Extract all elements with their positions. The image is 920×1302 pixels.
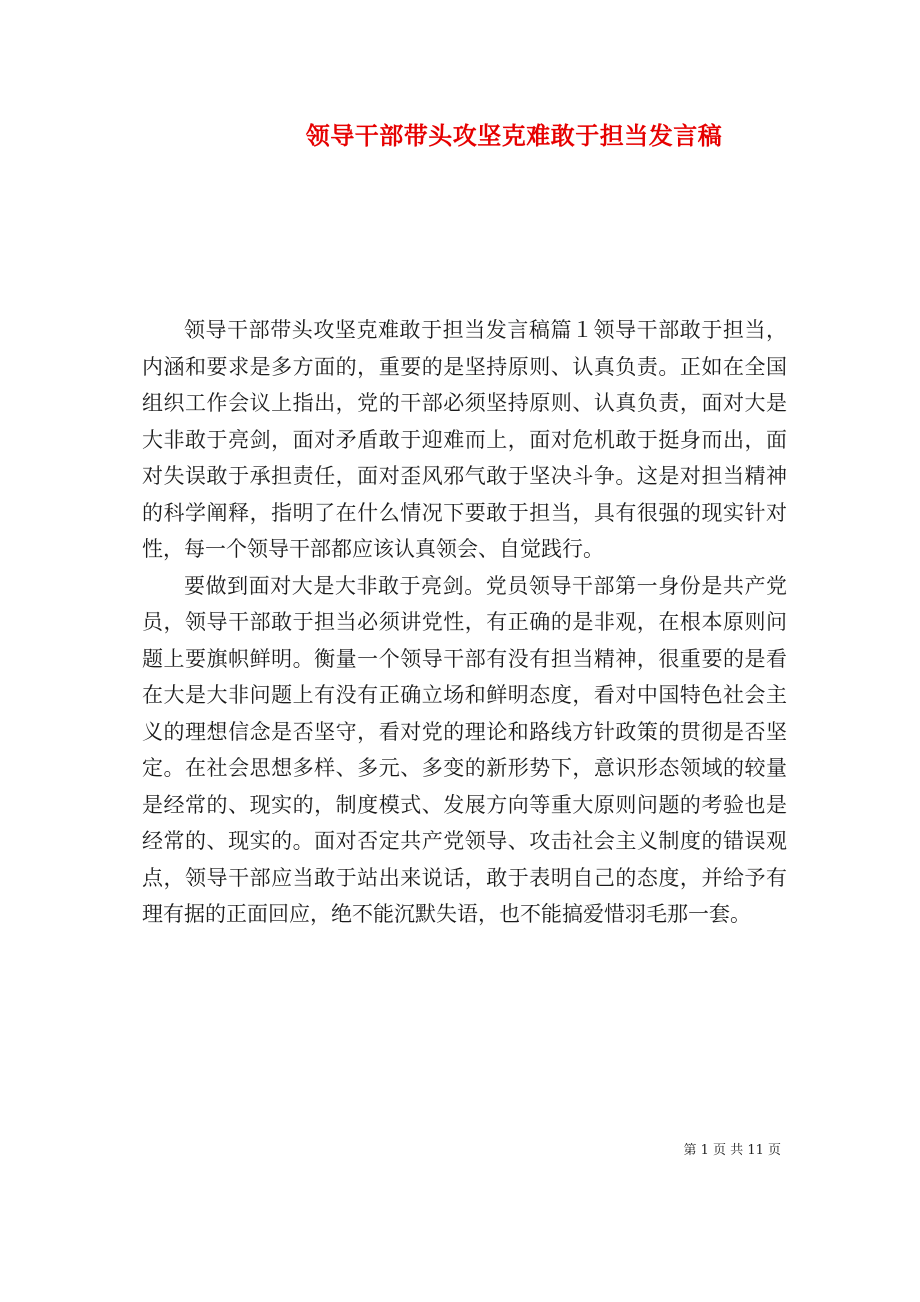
document-body [142,312,787,933]
document-title: 领导干部带头攻坚克难敢于担当发言稿 [305,121,723,150]
body-paragraph-2: 要做到面对大是大非敢于亮剑。党员领导干部第一身份是共产党员，领导干部敢于担当必须讲党性，有正确的是非观，在根本原则问题上要旗帜鲜明。衡量一个领导干部有没有担当精神，很重要的是看在大是大非问题上有没有正确立场和鲜明态度，看对中国特色社会主义的理想信念是否坚守，看对党的理论和路线方针政策的贯彻是否坚定。在社会思想多样、多元、多变的新形势下，意识形态领域的较量是经常的、现实的，制度模式、发展方向等重大原则问题的考验也是经常的、现实的。面对否定共产党领导、攻击社会主义制度的错误观点，领导干部应当敢于站出来说话，敢于表明自己的态度，并给予有理有据的正面回应，绝不能沉默失语，也不能搞爱惜羽毛那一套。 [142,573,787,926]
body-paragraph-1: 领导干部带头攻坚克难敢于担当发言稿篇１领导干部敢于担当，内涵和要求是多方面的，重要的是坚持原则、认真负责。正如在全国组织工作会议上指出，党的干部必须坚持原则、认真负责，面对大是大非敢于亮剑，面对矛盾敢于迎难而上，面对危机敢于挺身而出，面对失误敢于承担责任，面对歪风邪气敢于坚决斗争。这是对担当精神的科学阐释，指明了在什么情况下要敢于担当，具有很强的现实针对性，每一个领导干部都应该认真领会、自觉践行。 [142,318,787,561]
page-number-footer: 第 1 页 共 11 页 [683,1143,781,1158]
